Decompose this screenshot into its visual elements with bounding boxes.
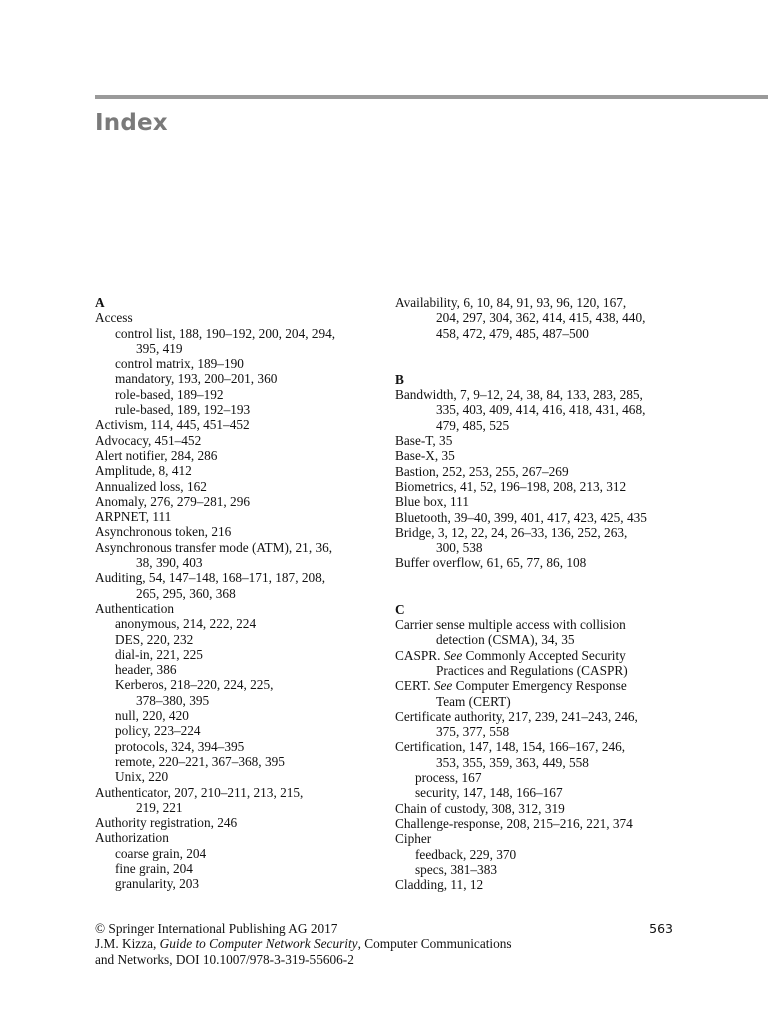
index-continuation: 300, 538 (436, 540, 483, 556)
index-entry: Carrier sense multiple access with collision (395, 617, 626, 633)
index-column-left (95, 295, 385, 892)
index-entry: ARPNET, 111 (95, 509, 172, 525)
section-gap (395, 341, 680, 372)
index-subentry: control matrix, 189–190 (115, 356, 244, 372)
index-continuation: Team (CERT) (436, 693, 511, 709)
index-entry: Buffer overflow, 61, 65, 77, 86, 108 (395, 555, 587, 571)
section-letter: A (95, 295, 105, 310)
index-entry: Auditing, 54, 147–148, 168–171, 187, 208, (95, 570, 326, 586)
index-entry: Base-T, 35 (395, 433, 453, 449)
index-continuation: 353, 355, 359, 363, 449, 558 (436, 754, 589, 770)
index-entry: Bandwidth, 7, 9–12, 24, 38, 84, 133, 283, 285, (395, 387, 643, 403)
index-entry: Bridge, 3, 12, 22, 24, 26–33, 136, 252, 263, (395, 524, 628, 540)
page-number: 563 (649, 921, 673, 936)
citation-line (95, 936, 675, 951)
index-subentry: granularity, 203 (115, 876, 200, 892)
index-entry: Availability, 6, 10, 84, 91, 93, 96, 120, 167, (395, 295, 627, 310)
index-entry: Annualized loss, 162 (95, 478, 207, 494)
index-subentry: Kerberos, 218–220, 224, 225, (115, 677, 274, 693)
entry-term: CERT. (395, 678, 434, 694)
index-entry: Base-X, 35 (395, 448, 455, 464)
index-subentry: process, 167 (415, 770, 482, 786)
index-subentry: dial-in, 221, 225 (115, 646, 203, 662)
index-entry (395, 648, 680, 663)
entry-term: CASPR. (395, 647, 444, 663)
index-subentry: mandatory, 193, 200–201, 360 (115, 371, 278, 387)
index-entry: Anomaly, 276, 279–281, 296 (95, 493, 250, 509)
index-continuation: 335, 403, 409, 414, 416, 418, 431, 468, (436, 402, 646, 418)
index-entry: Cladding, 11, 12 (395, 877, 484, 893)
index-continuation: 219, 221 (136, 799, 183, 815)
index-entry: Biometrics, 41, 52, 196–198, 208, 213, 312 (395, 478, 627, 494)
index-column-right (395, 295, 680, 892)
index-subentry: policy, 223–224 (115, 723, 201, 739)
index-entry: Asynchronous token, 216 (95, 524, 232, 540)
index-entry (395, 678, 680, 693)
index-entry: Activism, 114, 445, 451–452 (95, 417, 250, 433)
index-entry: Alert notifier, 284, 286 (95, 447, 218, 463)
index-entry: Authorization (95, 830, 169, 846)
index-entry: Blue box, 111 (395, 494, 469, 510)
index-continuation: 375, 377, 558 (436, 724, 510, 740)
page-title: Index (95, 110, 168, 136)
index-subentry: remote, 220–221, 367–368, 395 (115, 753, 285, 769)
citation-line-2: and Networks, DOI 10.1007/978-3-319-55606-2 (95, 951, 354, 967)
section-gap (395, 571, 680, 602)
header-rule (95, 95, 768, 99)
index-subentry: null, 220, 420 (115, 708, 189, 724)
index-entry: Authority registration, 246 (95, 815, 238, 831)
see-reference: See (443, 647, 463, 663)
index-entry: Access (95, 310, 133, 326)
index-continuation: 479, 485, 525 (436, 417, 510, 433)
index-continuation: 265, 295, 360, 368 (136, 585, 236, 601)
index-subentry: security, 147, 148, 166–167 (415, 785, 563, 801)
index-subentry: DES, 220, 232 (115, 631, 194, 647)
index-continuation: 458, 472, 479, 485, 487–500 (436, 325, 589, 341)
index-continuation: detection (CSMA), 34, 35 (436, 632, 575, 648)
index-subentry: feedback, 229, 370 (415, 846, 517, 862)
index-entry: Authenticator, 207, 210–211, 213, 215, (95, 784, 304, 800)
index-subentry: fine grain, 204 (115, 860, 193, 876)
citation-title: Guide to Computer Network Security (159, 936, 358, 952)
index-entry: Amplitude, 8, 412 (95, 463, 192, 479)
index-entry: Bluetooth, 39–40, 399, 401, 417, 423, 425, 435 (395, 509, 647, 525)
index-entry: Bastion, 252, 253, 255, 267–269 (395, 463, 569, 479)
index-subentry: specs, 381–383 (415, 861, 497, 877)
index-subentry: coarse grain, 204 (115, 845, 207, 861)
index-continuation: 204, 297, 304, 362, 414, 415, 438, 440, (436, 310, 646, 326)
index-continuation: 38, 390, 403 (136, 555, 203, 571)
index-subentry: Unix, 220 (115, 769, 169, 785)
index-subentry: protocols, 324, 394–395 (115, 738, 245, 754)
see-target: Computer Emergency Response (452, 678, 627, 694)
index-entry: Certification, 147, 148, 154, 166–167, 246, (395, 739, 626, 755)
see-target: Commonly Accepted Security (462, 647, 626, 663)
index-entry: Chain of custody, 308, 312, 319 (395, 800, 565, 816)
page-footer (95, 921, 675, 967)
copyright-line: © Springer International Publishing AG 2017 (95, 921, 338, 936)
index-continuation: 395, 419 (136, 340, 183, 356)
section-letter: B (395, 371, 404, 387)
index-entry: Asynchronous transfer mode (ATM), 21, 36, (95, 539, 333, 555)
index-entry: Challenge-response, 208, 215–216, 221, 374 (395, 815, 633, 831)
index-entry: Cipher (395, 831, 432, 847)
index-subentry: anonymous, 214, 222, 224 (115, 616, 257, 632)
index-subentry: header, 386 (115, 662, 177, 678)
index-subentry: role-based, 189–192 (115, 386, 224, 402)
section-letter: C (395, 601, 405, 617)
index-subentry: control list, 188, 190–192, 200, 204, 294, (115, 325, 336, 341)
index-continuation: 378–380, 395 (136, 692, 210, 708)
citation-author: J.M. Kizza, (95, 936, 160, 952)
index-continuation: Practices and Regulations (CASPR) (436, 662, 628, 678)
index-entry: Certificate authority, 217, 239, 241–243, 246, (395, 708, 638, 724)
index-entry: Authentication (95, 600, 175, 616)
index-entry: Advocacy, 451–452 (95, 432, 202, 448)
see-reference: See (433, 678, 453, 694)
index-subentry: rule-based, 189, 192–193 (115, 402, 251, 418)
citation-rest: , Computer Communications (357, 936, 512, 952)
